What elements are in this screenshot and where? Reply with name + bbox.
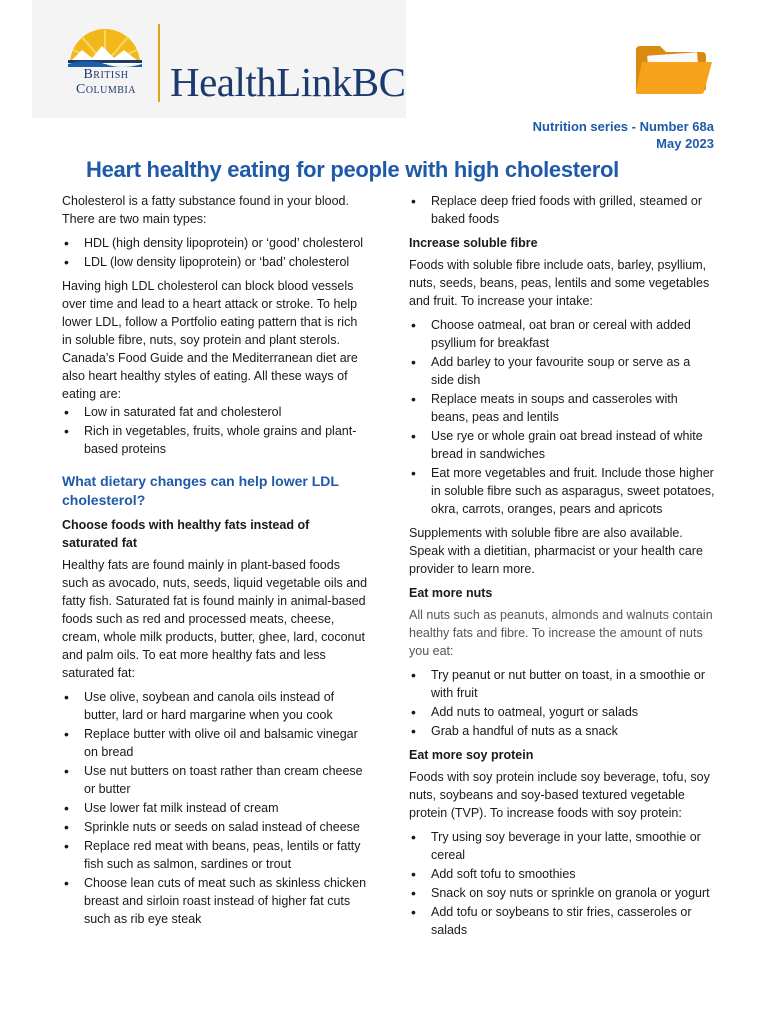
list-item: • Use olive, soybean and canola oils instead of butter, lard or hard margarine when you cook bbox=[62, 688, 368, 724]
intro-paragraph: Cholesterol is a fatty substance found in your blood. There are two main types: bbox=[62, 194, 349, 226]
soy-list bbox=[409, 828, 715, 939]
list-item: • Use rye or whole grain oat bread instead of white bread in sandwiches bbox=[409, 427, 715, 463]
soy-heading: Eat more soy protein bbox=[409, 748, 534, 762]
healthlinkbc-logo[interactable]: HealthLinkBC bbox=[170, 59, 406, 105]
fats-list-continued bbox=[409, 192, 715, 228]
soy-paragraph: Foods with soy protein include soy beverage, tofu, soy nuts, soybeans and soy-based textured vegetable protein (TVP). To increase foods with soy protein: bbox=[409, 770, 710, 820]
list-item: • Add barley to your favourite soup or serve as a side dish bbox=[409, 353, 715, 389]
list-item: • Add soft tofu to smoothies bbox=[409, 865, 715, 883]
fibre-heading: Increase soluble fibre bbox=[409, 236, 538, 250]
list-item: • Add tofu or soybeans to stir fries, casseroles or salads bbox=[409, 903, 715, 939]
nuts-heading: Eat more nuts bbox=[409, 586, 493, 600]
list-item: • Replace butter with olive oil and balsamic vinegar on bread bbox=[62, 725, 368, 761]
fibre-list bbox=[409, 316, 715, 518]
list-item: • Use lower fat milk instead of cream bbox=[62, 799, 368, 817]
list-item: • Snack on soy nuts or sprinkle on granola or yogurt bbox=[409, 884, 715, 902]
series-info bbox=[533, 118, 714, 152]
list-item: • HDL (high density lipoprotein) or ‘good’ cholesterol bbox=[62, 234, 368, 252]
series-date: May 2023 bbox=[656, 136, 714, 151]
left-column bbox=[62, 192, 368, 934]
right-column bbox=[409, 192, 715, 945]
list-item: • Try using soy beverage in your latte, smoothie or cereal bbox=[409, 828, 715, 864]
cholesterol-types-list bbox=[62, 234, 368, 271]
page-title: Heart healthy eating for people with high cholesterol bbox=[86, 157, 619, 182]
section-heading: What dietary changes can help lower LDL cholesterol? bbox=[62, 473, 339, 508]
list-item: • Replace red meat with beans, peas, lentils or fatty fish such as salmon, sardines or trout bbox=[62, 837, 368, 873]
list-item: • Eat more vegetables and fruit. Include those higher in soluble fibre such as asparagus, sweet potatoes, okra, carrots, oranges, pears and apricots bbox=[409, 464, 715, 518]
supplements-paragraph: Supplements with soluble fibre are also available. Speak with a dietitian, pharmacist or your health care provider to learn more. bbox=[409, 526, 703, 576]
fats-paragraph: Healthy fats are found mainly in plant-based foods such as avocado, nuts, seeds, liquid vegetable oils and fatty fish. Saturated fat is found mainly in animal-based foods such as red and processed meats, cheese, cream, whole milk products, butter, ghee, lard, coconut and palm oils. To eat more healthy fats and less saturated fat: bbox=[62, 558, 368, 680]
folder-icon bbox=[632, 40, 714, 96]
list-item: • Replace deep fried foods with grilled, steamed or baked foods bbox=[409, 192, 715, 228]
fats-heading: Choose foods with healthy fats instead of saturated fat bbox=[62, 518, 310, 550]
nuts-list bbox=[409, 666, 715, 740]
bc-logo-text: British Columbia bbox=[75, 67, 136, 97]
list-item: • Grab a handful of nuts as a snack bbox=[409, 722, 715, 740]
list-item: • Sprinkle nuts or seeds on salad instead of cheese bbox=[62, 818, 368, 836]
fibre-paragraph: Foods with soluble fibre include oats, barley, psyllium, nuts, seeds, beans, peas, lentils and some vegetables and fruit. To increase your intake: bbox=[409, 258, 710, 308]
list-item: • Use nut butters on toast rather than cream cheese or butter bbox=[62, 762, 368, 798]
list-item: • Choose lean cuts of meat such as skinless chicken breast and sirloin roast instead of higher fat cuts such as rib eye steak bbox=[62, 874, 368, 928]
list-item: • LDL (low density lipoprotein) or ‘bad’ cholesterol bbox=[62, 253, 368, 271]
list-item: • Try peanut or nut butter on toast, in a smoothie or with fruit bbox=[409, 666, 715, 702]
list-item: • Rich in vegetables, fruits, whole grains and plant-based proteins bbox=[62, 422, 368, 458]
list-item: • Add nuts to oatmeal, yogurt or salads bbox=[409, 703, 715, 721]
list-item: • Replace meats in soups and casseroles with beans, peas and lentils bbox=[409, 390, 715, 426]
fats-list bbox=[62, 688, 368, 928]
nuts-paragraph: All nuts such as peanuts, almonds and walnuts contain healthy fats and fibre. To increase the amount of nuts you eat: bbox=[409, 608, 713, 658]
list-item: • Choose oatmeal, oat bran or cereal with added psyllium for breakfast bbox=[409, 316, 715, 352]
list-item: • Low in saturated fat and cholesterol bbox=[62, 403, 368, 421]
eating-patterns-list bbox=[62, 403, 368, 458]
series-number: Nutrition series - Number 68a bbox=[532, 119, 714, 134]
logo-divider bbox=[158, 24, 160, 102]
ldl-paragraph: Having high LDL cholesterol can block blood vessels over time and lead to a heart attack or stroke. To help lower LDL, follow a Portfolio eating pattern that is rich in soluble fibre, nuts, soy protein and plant sterols. Canada’s Food Guide and the Mediterranean diet are also heart healthy styles of eating. All these ways of eating are: bbox=[62, 279, 358, 401]
